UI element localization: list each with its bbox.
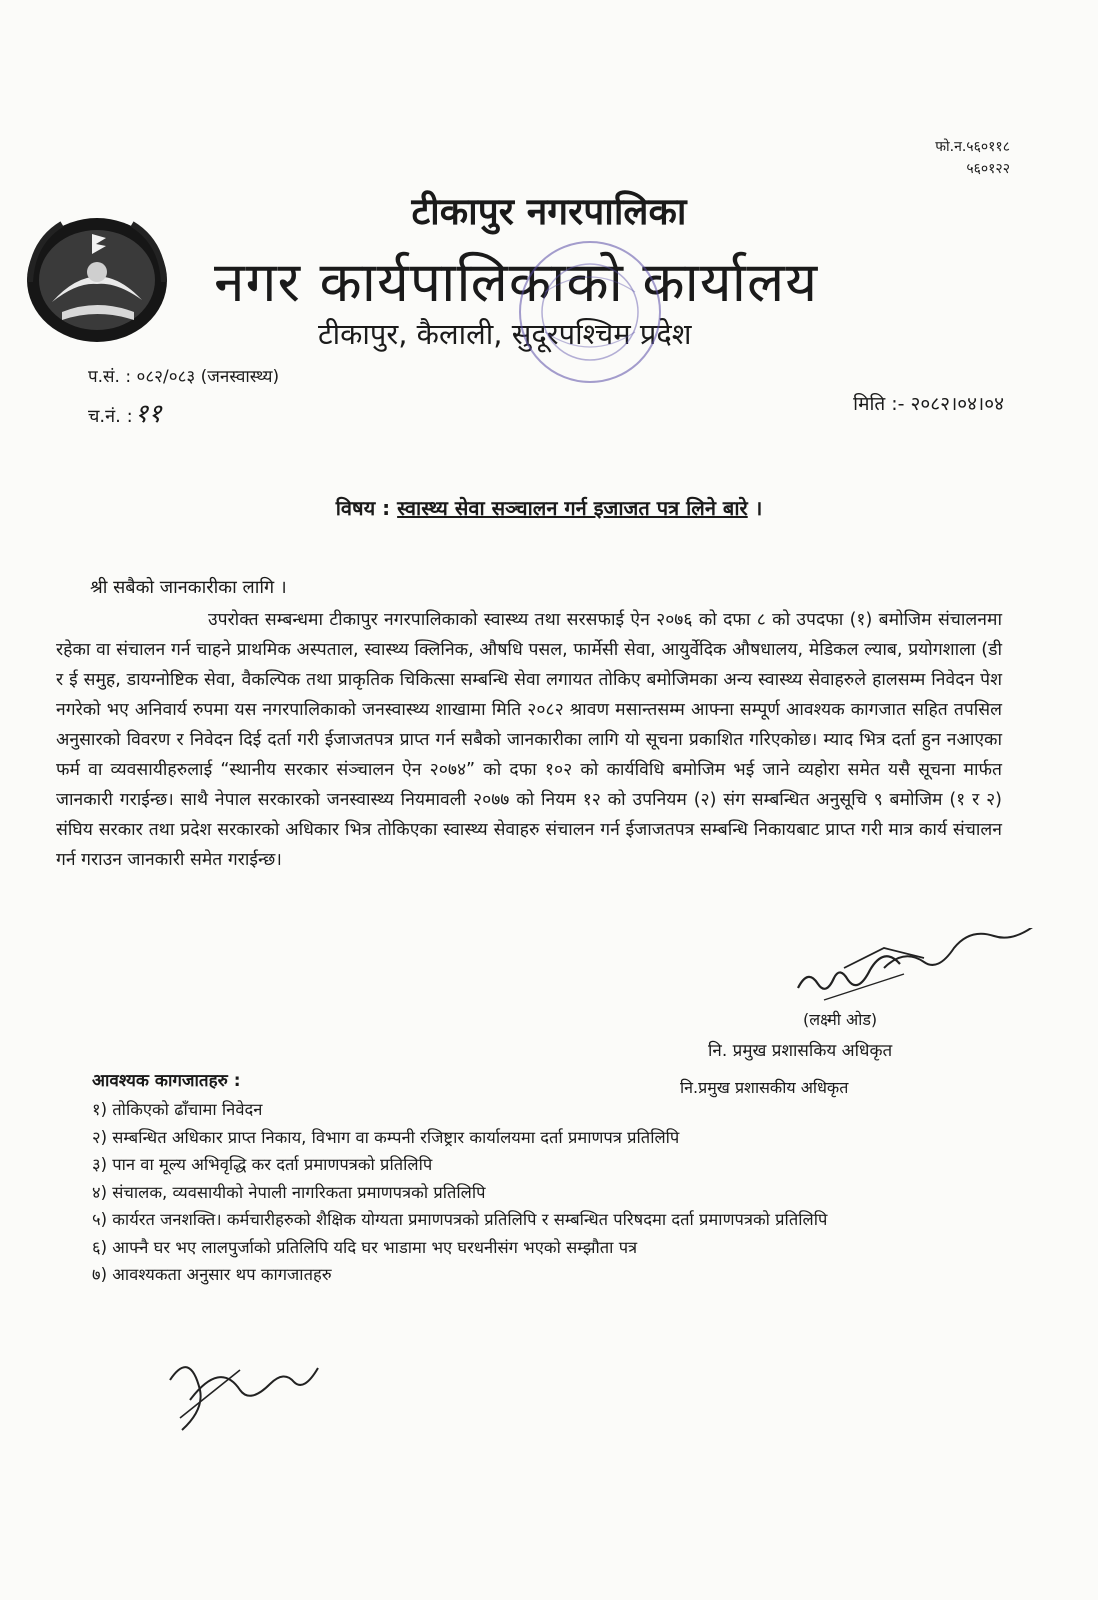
phone-numbers [935, 136, 1010, 180]
subject-line [0, 494, 1098, 521]
office-address: टीकापुर, कैलाली, सुदूरपश्चिम प्रदेश [318, 317, 692, 351]
document-item: ६) आफ्नै घर भए लालपुर्जाको प्रतिलिपि यदि घर भाडामा भए घरधनीसंग भएको सम्झौता पत्र [92, 1237, 638, 1257]
issue-date: मिति :- २०८२।०४।०४ [853, 393, 1004, 415]
reference-number: प.सं. : ०८२/०८३ (जनस्वास्थ्य) [88, 367, 280, 387]
official-stamp-icon [505, 232, 675, 392]
subject-end: । [754, 496, 763, 520]
document-item: ३) पान वा मूल्य अभिवृद्धि कर दर्ता प्रमाणपत्रको प्रतिलिपि [92, 1155, 433, 1174]
documents-list [92, 1096, 992, 1289]
notice-body: उपरोक्त सम्बन्धमा टीकापुर नगरपालिकाको स्वास्थ्य तथा सरसफाई ऐन २०७६ को दफा ८ को उपदफा (१) बमोजिम संचालनमा रहेका वा संचालन गर्न चाहने प्राथमिक अस्पताल, स्वास्थ्य क्लिनिक, औषधि पसल, फार्मेसी सेवा, आयुर्वेदिक औषधालय, मेडिकल ल्याब, प्रयोगशाला (डी र ई समुह, डायग्नोष्टिक सेवा, वैकल्पिक तथा प्राकृतिक चिकित्सा सम्बन्धि सेवा लगायत तोकिए बमोजिमका अन्य स्वास्थ्य सेवाहरुले हालसम्म निवेदन पेश नगरेको भए अनिवार्य रुपमा यस नगरपालिकाको जनस्वास्थ्य शाखामा मिति २०८२ श्रावण मसान्तसम्म आफ्ना सम्पूर्ण आवश्यक कागजात सहित तपसिल अनुसारको विवरण र निवेदन दिई दर्ता गरी ईजाजतपत्र प्राप्त गर्न सबैको जानकारीका लागि यो सूचना प्रकाशित गरिएकोछ। म्याद भित्र दर्ता हुन नआएका फर्म वा व्यवसायीहरुलाई “स्थानीय सरकार संञ्चालन ऐन २०७४” को दफा १०२ को कार्यविधि बमोजिम भई जाने व्यहोरा समेत यसै सूचना मार्फत जानकारी गराईन्छ। साथै नेपाल सरकारको जनस्वास्थ्य नियमावली २०७७ को नियम १२ को उपनियम (२) संग सम्बन्धित अनुसूचि ९ बमोजिम (१ र २) संघिय सरकार तथा प्रदेश सरकारको अधिकार भित्र तोकिएका स्वास्थ्य सेवाहरु संचालन गर्न ईजाजतपत्र सम्बन्धि निकायबाट प्राप्त गरी मात्र कार्य संचालन गर्न गराउन जानकारी समेत गराईन्छ। [56, 610, 1002, 870]
municipality-name: टीकापुर नगरपालिका [411, 190, 687, 233]
dispatch-label: च.नं. : [88, 406, 133, 427]
office-name: नगर कार्यपालिकाको कार्यालय [214, 250, 819, 314]
dispatch-number [88, 394, 162, 430]
subject-label: विषय : [335, 496, 391, 520]
phone-line-1: फो.न.५६०११८ [935, 139, 1010, 155]
phone-line-2: ५६०१२२ [966, 161, 1010, 177]
dispatch-value: ११ [134, 399, 162, 429]
officer-designation: नि. प्रमुख प्रशासकिय अधिकृत [708, 1041, 893, 1061]
designation-stamp: नि.प्रमुख प्रशासकीय अधिकृत [680, 1078, 849, 1097]
greeting: श्री सबैको जानकारीका लागि । [90, 577, 287, 598]
document-item: २) सम्बन्धित अधिकार प्राप्त निकाय, विभाग वा कम्पनी रजिष्ट्रार कार्यालयमा दर्ता प्रमाणपत्र प्रतिलिपि [92, 1127, 680, 1147]
document-item: ४) संचालक, व्यवसायीको नेपाली नागरिकता प्रमाणपत्रको प्रतिलिपि [92, 1182, 486, 1202]
document-item: १) तोकिएको ढाँचामा निवेदन [92, 1100, 263, 1119]
document-item: ५) कार्यरत जनशक्ति। कर्मचारीहरुको शैक्षिक योग्यता प्रमाणपत्रको प्रतिलिपि र सम्बन्धित परिषदमा दर्ता प्रमाणपत्रको प्रतिलिपि [92, 1210, 828, 1229]
subject-text: स्वास्थ्य सेवा सञ्चालन गर्न इजाजत पत्र लिने बारे [397, 496, 748, 520]
bottom-signature-icon [150, 1340, 350, 1440]
officer-name: (लक्ष्मी ओड) [803, 1010, 878, 1029]
document-item: ७) आवश्यकता अनुसार थप कागजातहरु [92, 1265, 332, 1284]
documents-title: आवश्यक कागजातहरु : [92, 1071, 241, 1091]
